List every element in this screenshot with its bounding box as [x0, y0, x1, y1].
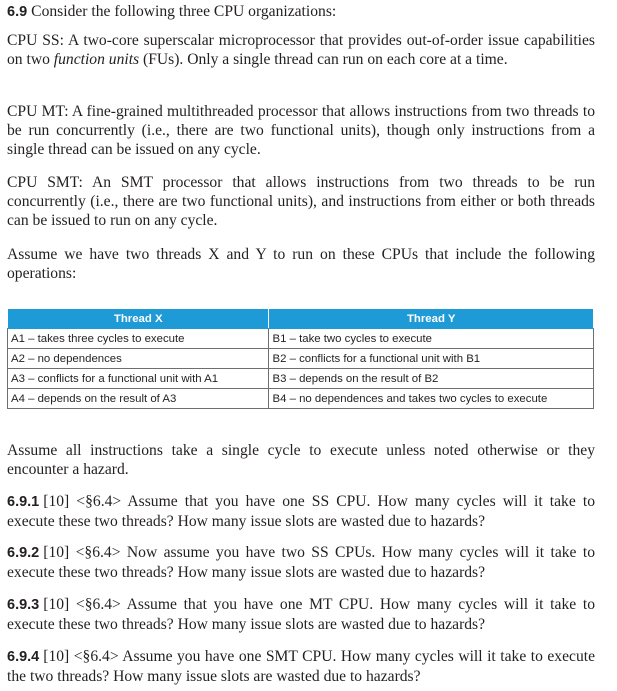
table-row: [8, 349, 594, 369]
cpu-smt-paragraph: CPU SMT: An SMT processor that allows instructions from two threads to be run concurrently (i.e., there are two functional units), and instructions from either or both threads can be issued to run on any cycle.: [7, 174, 595, 229]
exercise-heading: [7, 2, 336, 22]
exercise-intro-text: Consider the following three CPU organizations:: [31, 3, 337, 20]
thread-x-cell: A2 – no dependences: [8, 349, 269, 369]
cpu-ss-text-start: CPU SS: A two-core superscalar microprocessor that provides out-of-order issue capabilities on two: [7, 32, 595, 68]
thread-x-cell: A1 – takes three cycles to execute: [8, 329, 269, 349]
question-6-9-3: [7, 595, 595, 634]
thread-y-cell: B1 – take two cycles to execute: [269, 329, 594, 349]
question-6-9-1: [7, 492, 595, 531]
cpu-mt-paragraph: CPU MT: A fine-grained multithreaded processor that allows instructions from two threads to be run concurrently (i.e., there are two functional units), though only instructions from a single thread can be issued on any cycle.: [7, 103, 595, 158]
question-text: [10] <§6.4> Assume you have one SMT CPU. How many cycles will it take to execute the two threads? How many issue slots are wasted due to hazards?: [7, 648, 595, 685]
thread-x-header: Thread X: [8, 309, 269, 329]
question-6-9-4: [7, 647, 595, 686]
question-number: 6.9.2: [7, 545, 40, 561]
thread-x-cell: A3 – conflicts for a functional unit with A1: [8, 369, 269, 389]
question-text: [10] <§6.4> Assume that you have one SS CPU. How many cycles will it take to execute these two threads? How many issue slots are wasted due to hazards?: [7, 493, 595, 530]
exercise-number: 6.9: [7, 4, 28, 20]
question-text: [10] <§6.4> Assume that you have one MT CPU. How many cycles will it take to execute these two threads? How many issue slots are wasted due to hazards?: [7, 596, 595, 633]
cpu-ss-text-end: (FUs). Only a single thread can run on each core at a time.: [139, 51, 508, 68]
thread-x-cell: A4 – depends on the result of A3: [8, 389, 269, 409]
table-header-row: [8, 309, 594, 329]
table-row: [8, 329, 594, 349]
thread-y-cell: B3 – depends on the result of B2: [269, 369, 594, 389]
question-number: 6.9.1: [7, 494, 40, 510]
assume-single-cycle-paragraph: Assume all instructions take a single cycle to execute unless noted otherwise or they encounter a hazard.: [7, 442, 595, 478]
cpu-ss-italic-term: function units: [53, 51, 140, 68]
thread-y-header: Thread Y: [269, 309, 594, 329]
thread-y-cell: B2 – conflicts for a functional unit with B1: [269, 349, 594, 369]
question-number: 6.9.4: [7, 649, 40, 665]
thread-operations-table: [7, 308, 594, 409]
assume-threads-paragraph: Assume we have two threads X and Y to run on these CPUs that include the following operations:: [7, 246, 595, 282]
question-6-9-2: [7, 543, 595, 582]
table-row: [8, 369, 594, 389]
cpu-ss-paragraph: [7, 31, 595, 69]
question-text: [10] <§6.4> Now assume you have two SS CPUs. How many cycles will it take to execute these two threads? How many issue slots are wasted due to hazards?: [7, 544, 595, 581]
table-row: [8, 389, 594, 409]
thread-y-cell: B4 – no dependences and takes two cycles to execute: [269, 389, 594, 409]
question-number: 6.9.3: [7, 597, 40, 613]
